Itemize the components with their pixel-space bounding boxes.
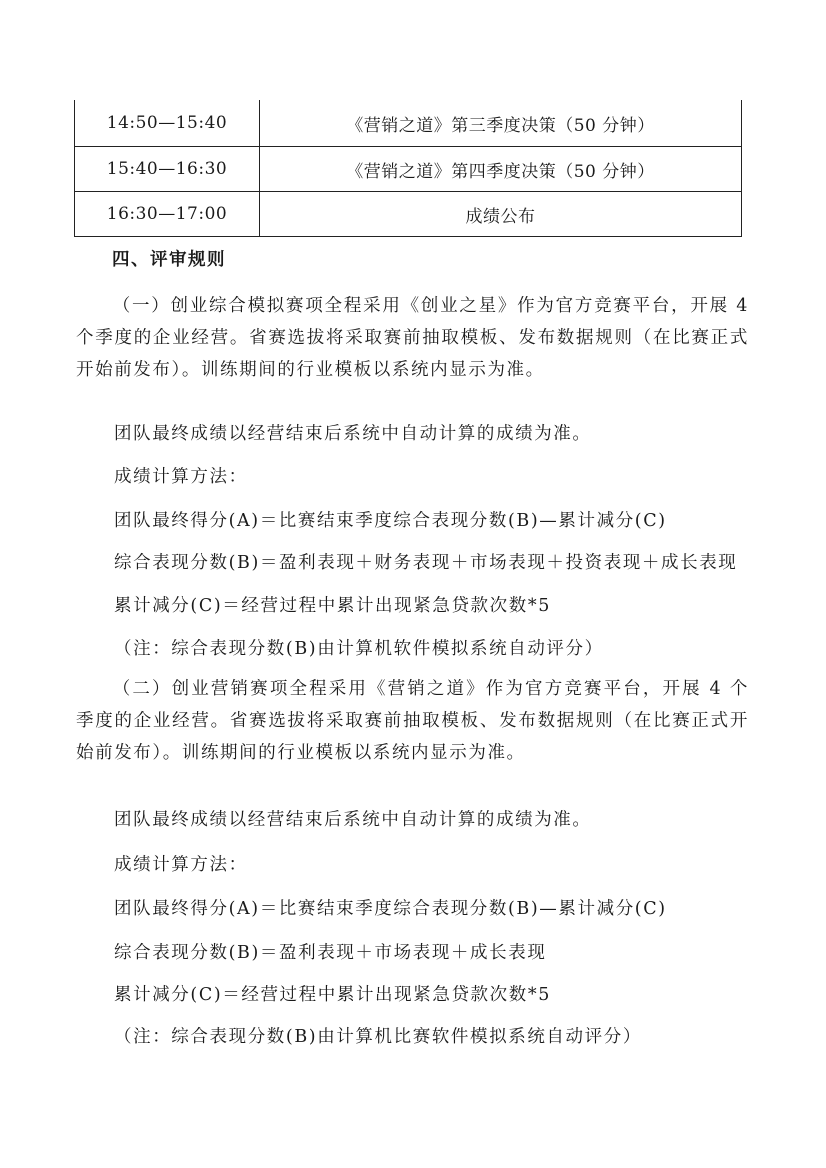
table-row — [75, 147, 742, 192]
part1-method-label: 成绩计算方法： — [114, 467, 248, 487]
time-cell: 16:30—17:00 — [75, 192, 260, 237]
part2-method-label: 成绩计算方法： — [114, 855, 248, 875]
part1-final-score-note: 团队最终成绩以经营结束后系统中自动计算的成绩为准。 — [114, 424, 592, 444]
part1-formula-a: 团队最终得分(A)＝比赛结束季度综合表现分数(B)—累计减分(C) — [114, 511, 667, 531]
activity-cell: 《营销之道》第三季度决策（50 分钟） — [260, 100, 742, 147]
part2-note: （注：综合表现分数(B)由计算机比赛软件模拟系统自动评分） — [114, 1027, 642, 1047]
part2-intro-paragraph: （二）创业营销赛项全程采用《营销之道》作为官方竞赛平台，开展 4 个季度的企业经营。省赛选拔将采取赛前抽取模板、发布数据规则（在比赛正式开始前发布）。训练期间的行业模板以系统内显示为准。 — [76, 679, 749, 763]
part1-note: （注：综合表现分数(B)由计算机软件模拟系统自动评分） — [114, 639, 604, 659]
section-heading: 四、评审规则 — [112, 250, 226, 270]
part1-intro-paragraph: （一）创业综合模拟赛项全程采用《创业之星》作为官方竞赛平台，开展 4 个季度的企业经营。省赛选拔将采取赛前抽取模板、发布数据规则（在比赛正式开始前发布）。训练期间的行业模板以系统内显示为准。 — [76, 296, 749, 380]
part2-formula-c: 累计减分(C)＝经营过程中累计出现紧急贷款次数*5 — [114, 985, 551, 1005]
time-cell: 15:40—16:30 — [75, 147, 260, 192]
part1-formula-c: 累计减分(C)＝经营过程中累计出现紧急贷款次数*5 — [114, 596, 551, 616]
part2-formula-a: 团队最终得分(A)＝比赛结束季度综合表现分数(B)—累计减分(C) — [114, 899, 667, 919]
table-row — [75, 100, 742, 147]
part1-formula-b: 综合表现分数(B)＝盈利表现＋财务表现＋市场表现＋投资表现＋成长表现 — [114, 553, 738, 573]
schedule-table — [74, 100, 742, 237]
part2-formula-b: 综合表现分数(B)＝盈利表现＋市场表现＋成长表现 — [114, 943, 547, 963]
activity-cell: 《营销之道》第四季度决策（50 分钟） — [260, 147, 742, 192]
activity-cell: 成绩公布 — [260, 192, 742, 237]
table-row — [75, 192, 742, 237]
time-cell: 14:50—15:40 — [75, 100, 260, 147]
part2-final-score-note: 团队最终成绩以经营结束后系统中自动计算的成绩为准。 — [114, 810, 592, 830]
